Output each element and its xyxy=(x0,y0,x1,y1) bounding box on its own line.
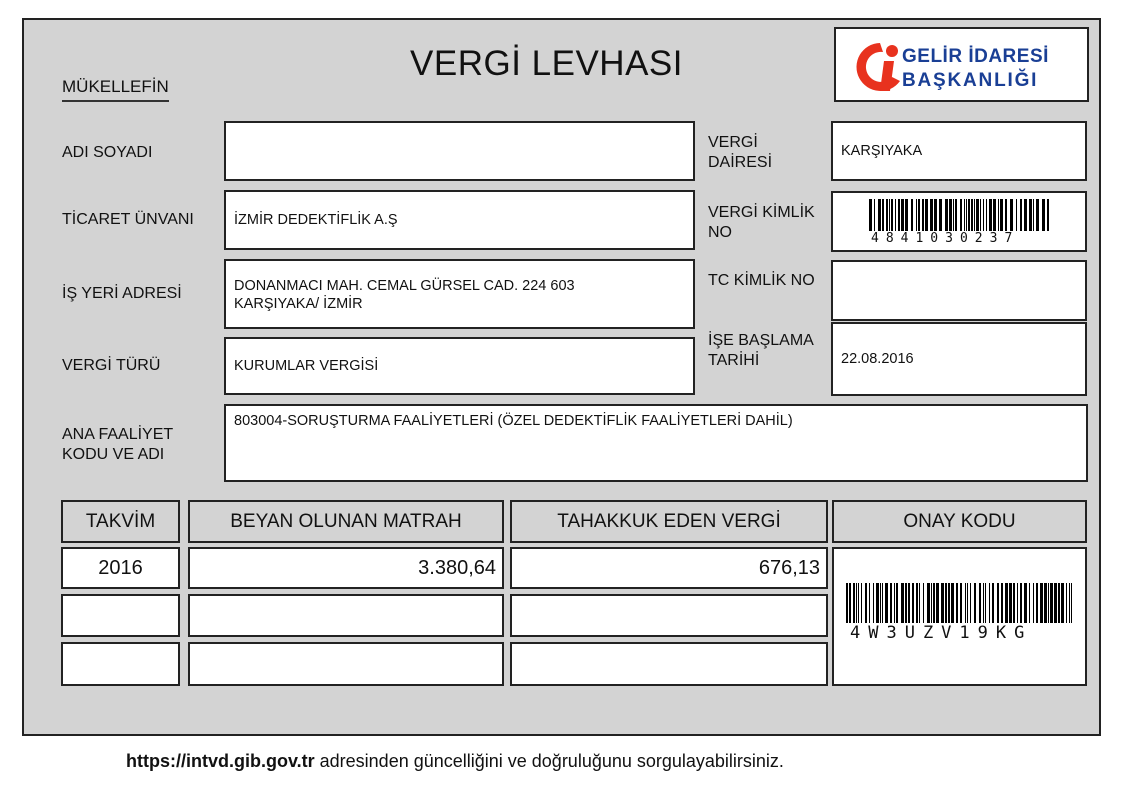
barcode-bar xyxy=(889,199,890,231)
barcode-bar xyxy=(896,583,898,623)
barcode-bar xyxy=(1005,199,1007,231)
barcode-bar xyxy=(939,199,942,231)
barcode-bar xyxy=(985,583,986,623)
barcode-bar xyxy=(1013,583,1015,623)
ise-baslama-label-line2: TARİHİ xyxy=(708,352,760,369)
barcode-bar xyxy=(1061,583,1064,623)
barcode-bar xyxy=(971,199,973,231)
barcode-bar xyxy=(986,199,987,231)
barcode-bar xyxy=(1020,199,1022,231)
table-row-2-vergi xyxy=(510,594,828,637)
vergi-dairesi-field xyxy=(831,121,1087,181)
barcode-bar xyxy=(1033,199,1034,231)
barcode-bar xyxy=(966,199,967,231)
barcode-bar xyxy=(905,583,907,623)
barcode-bar xyxy=(853,583,855,623)
barcode-bar xyxy=(1000,199,1003,231)
barcode-bar xyxy=(1010,199,1013,231)
barcode-bar xyxy=(967,583,968,623)
barcode-bar xyxy=(918,199,920,231)
barcode-bar xyxy=(983,583,984,623)
barcode-bar xyxy=(849,583,851,623)
barcode-bar xyxy=(956,583,958,623)
barcode-bar xyxy=(1071,583,1072,623)
barcode-bar xyxy=(934,199,937,231)
onay-kodu-barcode xyxy=(846,583,1076,623)
barcode-bar xyxy=(960,199,962,231)
barcode-bar xyxy=(869,583,870,623)
table-row-2-matrah xyxy=(188,594,504,637)
table-row-2-takvim xyxy=(61,594,180,637)
barcode-bar xyxy=(989,583,990,623)
barcode-bar xyxy=(1033,583,1034,623)
barcode-bar xyxy=(890,583,892,623)
barcode-bar xyxy=(997,583,999,623)
barcode-bar xyxy=(993,199,996,231)
barcode-bar xyxy=(1024,199,1027,231)
barcode-bar xyxy=(1029,583,1030,623)
gib-logo-mark xyxy=(850,37,910,97)
barcode-bar xyxy=(912,583,914,623)
barcode-bar xyxy=(980,199,981,231)
barcode-bar xyxy=(974,199,975,231)
onay-kodu-field xyxy=(832,547,1087,686)
faaliyet-value: 803004-SORUŞTURMA FAALİYETLERİ (ÖZEL DEDEKTİFLİK FAALİYETLERİ DAHİL) xyxy=(234,413,793,429)
barcode-bar xyxy=(979,583,981,623)
tc-kimlik-label: TC KİMLİK NO xyxy=(708,272,815,289)
table-row-3-matrah xyxy=(188,642,504,686)
document-title: VERGİ LEVHASI xyxy=(410,44,683,83)
barcode-bar xyxy=(998,199,999,231)
barcode-bar xyxy=(955,199,957,231)
faaliyet-label-line1: ANA FAALİYET xyxy=(62,426,174,443)
table-row-3-takvim xyxy=(61,642,180,686)
barcode-bar xyxy=(1024,583,1027,623)
barcode-bar xyxy=(992,583,994,623)
vergi-turu-label: VERGİ TÜRÜ xyxy=(62,357,161,374)
barcode-bar xyxy=(891,199,893,231)
barcode-bar xyxy=(927,583,930,623)
vergi-dairesi-label-line2: DAİRESİ xyxy=(708,154,773,171)
barcode-bar xyxy=(922,199,924,231)
tc-kimlik-field xyxy=(831,260,1087,321)
barcode-bar xyxy=(916,199,917,231)
barcode-bar xyxy=(1029,199,1032,231)
barcode-bar xyxy=(945,583,947,623)
barcode-bar xyxy=(948,583,950,623)
barcode-bar xyxy=(1044,583,1047,623)
is-yeri-adresi-line1: DONANMACI MAH. CEMAL GÜRSEL CAD. 224 603 xyxy=(234,278,575,294)
barcode-bar xyxy=(901,583,904,623)
vkn-digits: 4841030237 xyxy=(871,231,1020,246)
barcode-bar xyxy=(930,199,933,231)
section-label: MÜKELLEFİN xyxy=(62,77,169,102)
is-yeri-adresi-line2: KARŞIYAKA/ İZMİR xyxy=(234,296,363,312)
ise-baslama-field xyxy=(831,322,1087,396)
barcode-bar xyxy=(951,583,954,623)
barcode-bar xyxy=(882,199,884,231)
barcode-bar xyxy=(974,583,976,623)
barcode-bar xyxy=(960,583,962,623)
barcode-bar xyxy=(895,199,896,231)
barcode-bar xyxy=(874,199,875,231)
barcode-bar xyxy=(953,199,954,231)
table-row-1-vergi: 676,13 xyxy=(510,547,828,589)
barcode-bar xyxy=(1005,583,1008,623)
vkn-barcode xyxy=(869,199,1051,231)
is-yeri-adresi-field xyxy=(224,259,695,329)
barcode-bar xyxy=(865,583,867,623)
barcode-bar xyxy=(949,199,952,231)
barcode-bar xyxy=(861,583,862,623)
table-row-3-vergi xyxy=(510,642,828,686)
barcode-bar xyxy=(876,583,879,623)
vergi-turu-value: KURUMLAR VERGİSİ xyxy=(234,358,379,374)
barcode-bar xyxy=(873,583,874,623)
barcode-bar xyxy=(983,199,984,231)
barcode-bar xyxy=(898,199,900,231)
barcode-bar xyxy=(1058,583,1060,623)
ise-baslama-label-line1: İŞE BAŞLAMA xyxy=(708,332,814,349)
ise-baslama-value: 22.08.2016 xyxy=(841,351,914,367)
barcode-bar xyxy=(1036,199,1039,231)
header-vergi: TAHAKKUK EDEN VERGİ xyxy=(510,500,828,543)
vergi-turu-field xyxy=(224,337,695,395)
footer-url: https://intvd.gib.gov.tr xyxy=(126,751,315,771)
barcode-bar xyxy=(911,199,913,231)
barcode-bar xyxy=(941,583,944,623)
barcode-bar xyxy=(931,583,932,623)
header-onay-kodu: ONAY KODU xyxy=(832,500,1087,543)
vkn-field xyxy=(831,191,1087,252)
barcode-bar xyxy=(878,199,881,231)
barcode-bar xyxy=(1001,583,1003,623)
vergi-dairesi-value: KARŞIYAKA xyxy=(841,143,923,159)
barcode-bar xyxy=(1017,583,1018,623)
footer-text: adresinden güncelliğini ve doğruluğunu sorgulayabilirsiniz. xyxy=(314,751,784,771)
adi-soyadi-label: ADI SOYADI xyxy=(62,144,153,161)
faaliyet-field xyxy=(224,404,1088,482)
onay-kodu-text: 4W3UZV19KG xyxy=(850,623,1033,643)
barcode-bar xyxy=(894,583,895,623)
barcode-bar xyxy=(970,583,971,623)
barcode-bar xyxy=(1009,583,1012,623)
barcode-bar xyxy=(856,583,857,623)
barcode-bar xyxy=(1016,199,1017,231)
barcode-bar xyxy=(1054,583,1057,623)
barcode-bar xyxy=(964,199,965,231)
barcode-bar xyxy=(1020,583,1022,623)
ticaret-unvani-value: İZMİR DEDEKTİFLİK A.Ş xyxy=(234,212,398,228)
barcode-bar xyxy=(1050,583,1053,623)
barcode-bar xyxy=(905,199,908,231)
faaliyet-label-line2: KODU VE ADI xyxy=(62,446,165,463)
barcode-bar xyxy=(885,583,888,623)
barcode-bar xyxy=(989,199,992,231)
vergi-dairesi-label-line1: VERGİ xyxy=(708,134,758,151)
logo-text-line2: BAŞKANLIĞI xyxy=(902,70,1039,91)
barcode-bar xyxy=(1069,583,1070,623)
logo-text-line1: GELİR İDARESİ xyxy=(902,46,1049,67)
barcode-bar xyxy=(846,583,848,623)
barcode-bar xyxy=(1036,583,1038,623)
ticaret-unvani-label: TİCARET ÜNVANI xyxy=(62,211,194,228)
barcode-bar xyxy=(923,583,924,623)
barcode-bar xyxy=(1042,199,1045,231)
adi-soyadi-field xyxy=(224,121,695,181)
barcode-bar xyxy=(916,583,918,623)
barcode-bar xyxy=(886,199,888,231)
table-row-1-takvim: 2016 xyxy=(61,547,180,589)
barcode-bar xyxy=(936,583,939,623)
barcode-bar xyxy=(919,583,920,623)
ticaret-unvani-field xyxy=(224,190,695,250)
is-yeri-adresi-label: İŞ YERİ ADRESİ xyxy=(62,285,182,302)
barcode-bar xyxy=(880,583,881,623)
barcode-bar xyxy=(925,199,928,231)
footer-note xyxy=(126,751,784,772)
barcode-bar xyxy=(1066,583,1067,623)
barcode-bar xyxy=(945,199,948,231)
barcode-bar xyxy=(976,199,979,231)
table-row-1-matrah: 3.380,64 xyxy=(188,547,504,589)
vkn-label-line2: NO xyxy=(708,224,732,241)
barcode-bar xyxy=(908,583,910,623)
barcode-bar xyxy=(968,199,970,231)
barcode-bar xyxy=(965,583,966,623)
barcode-bar xyxy=(1048,583,1049,623)
barcode-bar xyxy=(882,583,883,623)
vkn-label-line1: VERGİ KİMLİK xyxy=(708,204,815,221)
barcode-bar xyxy=(901,199,904,231)
barcode-bar xyxy=(869,199,872,231)
barcode-bar xyxy=(858,583,859,623)
header-matrah: BEYAN OLUNAN MATRAH xyxy=(188,500,504,543)
gib-logo xyxy=(834,27,1089,102)
header-takvim: TAKVİM xyxy=(61,500,180,543)
barcode-bar xyxy=(1040,583,1043,623)
barcode-bar xyxy=(1047,199,1049,231)
barcode-bar xyxy=(933,583,935,623)
